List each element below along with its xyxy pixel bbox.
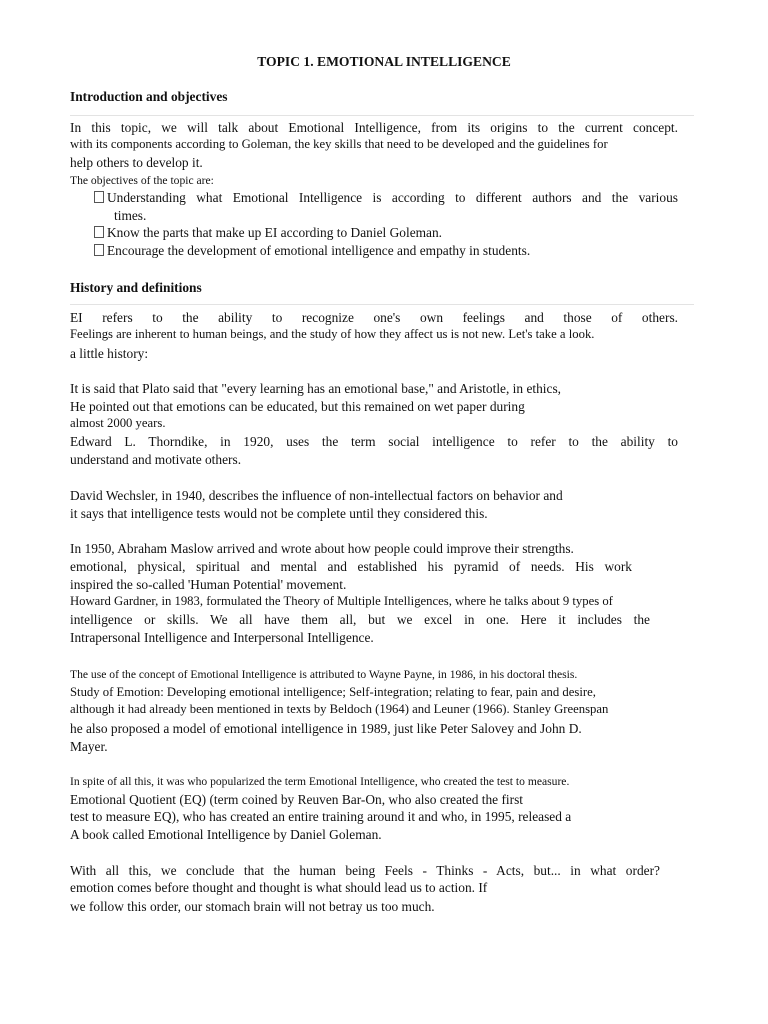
bullet-box-icon [94,244,104,256]
paragraph-line: with its components according to Goleman, the key skills that need to be developed and the guidelines for [70,137,608,151]
paragraph-line: David Wechsler, in 1940, describes the influence of non-intellectual factors on behavior and [70,488,563,503]
paragraph-line: we follow this order, our stomach brain will not betray us too much. [70,899,435,914]
paragraph-line: Mayer. [70,739,108,754]
paragraph-line: inspired the so-called 'Human Potential' movement. [70,577,347,592]
document-title: TOPIC 1. EMOTIONAL INTELLIGENCE [257,54,511,69]
paragraph-line: A book called Emotional Intelligence by Daniel Goleman. [70,827,382,842]
paragraph-line: understand and motivate others. [70,452,242,467]
paragraph-line: emotional, physical, spiritual and mental and established his pyramid of needs. His work [70,559,632,574]
paragraph-line: help others to develop it. [70,155,203,170]
paragraph-line: test to measure EQ), who has created an entire training around it and who, in 1995, released a [70,809,572,824]
section-divider [70,115,694,116]
paragraph-line: a little history: [70,346,149,361]
paragraph-line: Howard Gardner, in 1983, formulated the Theory of Multiple Intelligences, where he talks about 9 types of [70,594,613,608]
paragraph-line: In spite of all this, it was who popularized the term Emotional Intelligence, who created the test to measure. [70,775,570,788]
paragraph-line: It is said that Plato said that "every learning has an emotional base," and Aristotle, in ethics, [70,381,562,396]
section-divider [70,304,694,305]
paragraph-line: Intrapersonal Intelligence and Interpersonal Intelligence. [70,630,374,645]
paragraph-line: he also proposed a model of emotional intelligence in 1989, just like Peter Salovey and John D. [70,721,582,736]
paragraph-line: although it had already been mentioned in texts by Beldoch (1964) and Leuner (1966). Stanley Greenspan [70,702,609,716]
paragraph-line: He pointed out that emotions can be educated, but this remained on wet paper during [70,399,525,414]
paragraph-line: With all this, we conclude that the human being Feels - Thinks - Acts, but... in what order? [70,863,660,878]
paragraph-line: almost 2000 years. [70,416,166,430]
paragraph-line: Edward L. Thorndike, in 1920, uses the term social intelligence to refer to the ability to [70,434,678,449]
paragraph-line: intelligence or skills. We all have them all, but we excel in one. Here it includes the [70,612,650,627]
objective-item-continuation: times. [114,208,147,223]
bullet-box-icon [94,226,104,238]
paragraph-line: The objectives of the topic are: [70,174,214,187]
paragraph-line: In this topic, we will talk about Emotional Intelligence, from its origins to the current concept. [70,120,678,135]
bullet-box-icon [94,191,104,203]
objective-item: Understanding what Emotional Intelligence is according to different authors and the various [94,189,678,206]
paragraph-line: Study of Emotion: Developing emotional intelligence; Self-integration; relating to fear, pain and desire, [70,685,596,699]
paragraph-line: Emotional Quotient (EQ) (term coined by Reuven Bar-On, who also created the first [70,792,524,807]
paragraph-line: In 1950, Abraham Maslow arrived and wrote about how people could improve their strengths. [70,541,574,556]
section-heading-history: History and definitions [70,280,202,295]
paragraph-line: EI refers to the ability to recognize one's own feelings and those of others. [70,310,678,325]
paragraph-line: it says that intelligence tests would not be complete until they considered this. [70,506,488,521]
section-heading-introduction: Introduction and objectives [70,89,228,104]
objective-item: Encourage the development of emotional intelligence and empathy in students. [94,242,530,259]
objective-item: Know the parts that make up EI according to Daniel Goleman. [94,224,442,241]
paragraph-line: emotion comes before thought and thought is what should lead us to action. If [70,880,488,895]
paragraph-line: The use of the concept of Emotional Intelligence is attributed to Wayne Payne, in 1986, in his doctoral thesis. [70,668,578,681]
paragraph-line: Feelings are inherent to human beings, and the study of how they affect us is not new. Let's take a look. [70,327,595,341]
